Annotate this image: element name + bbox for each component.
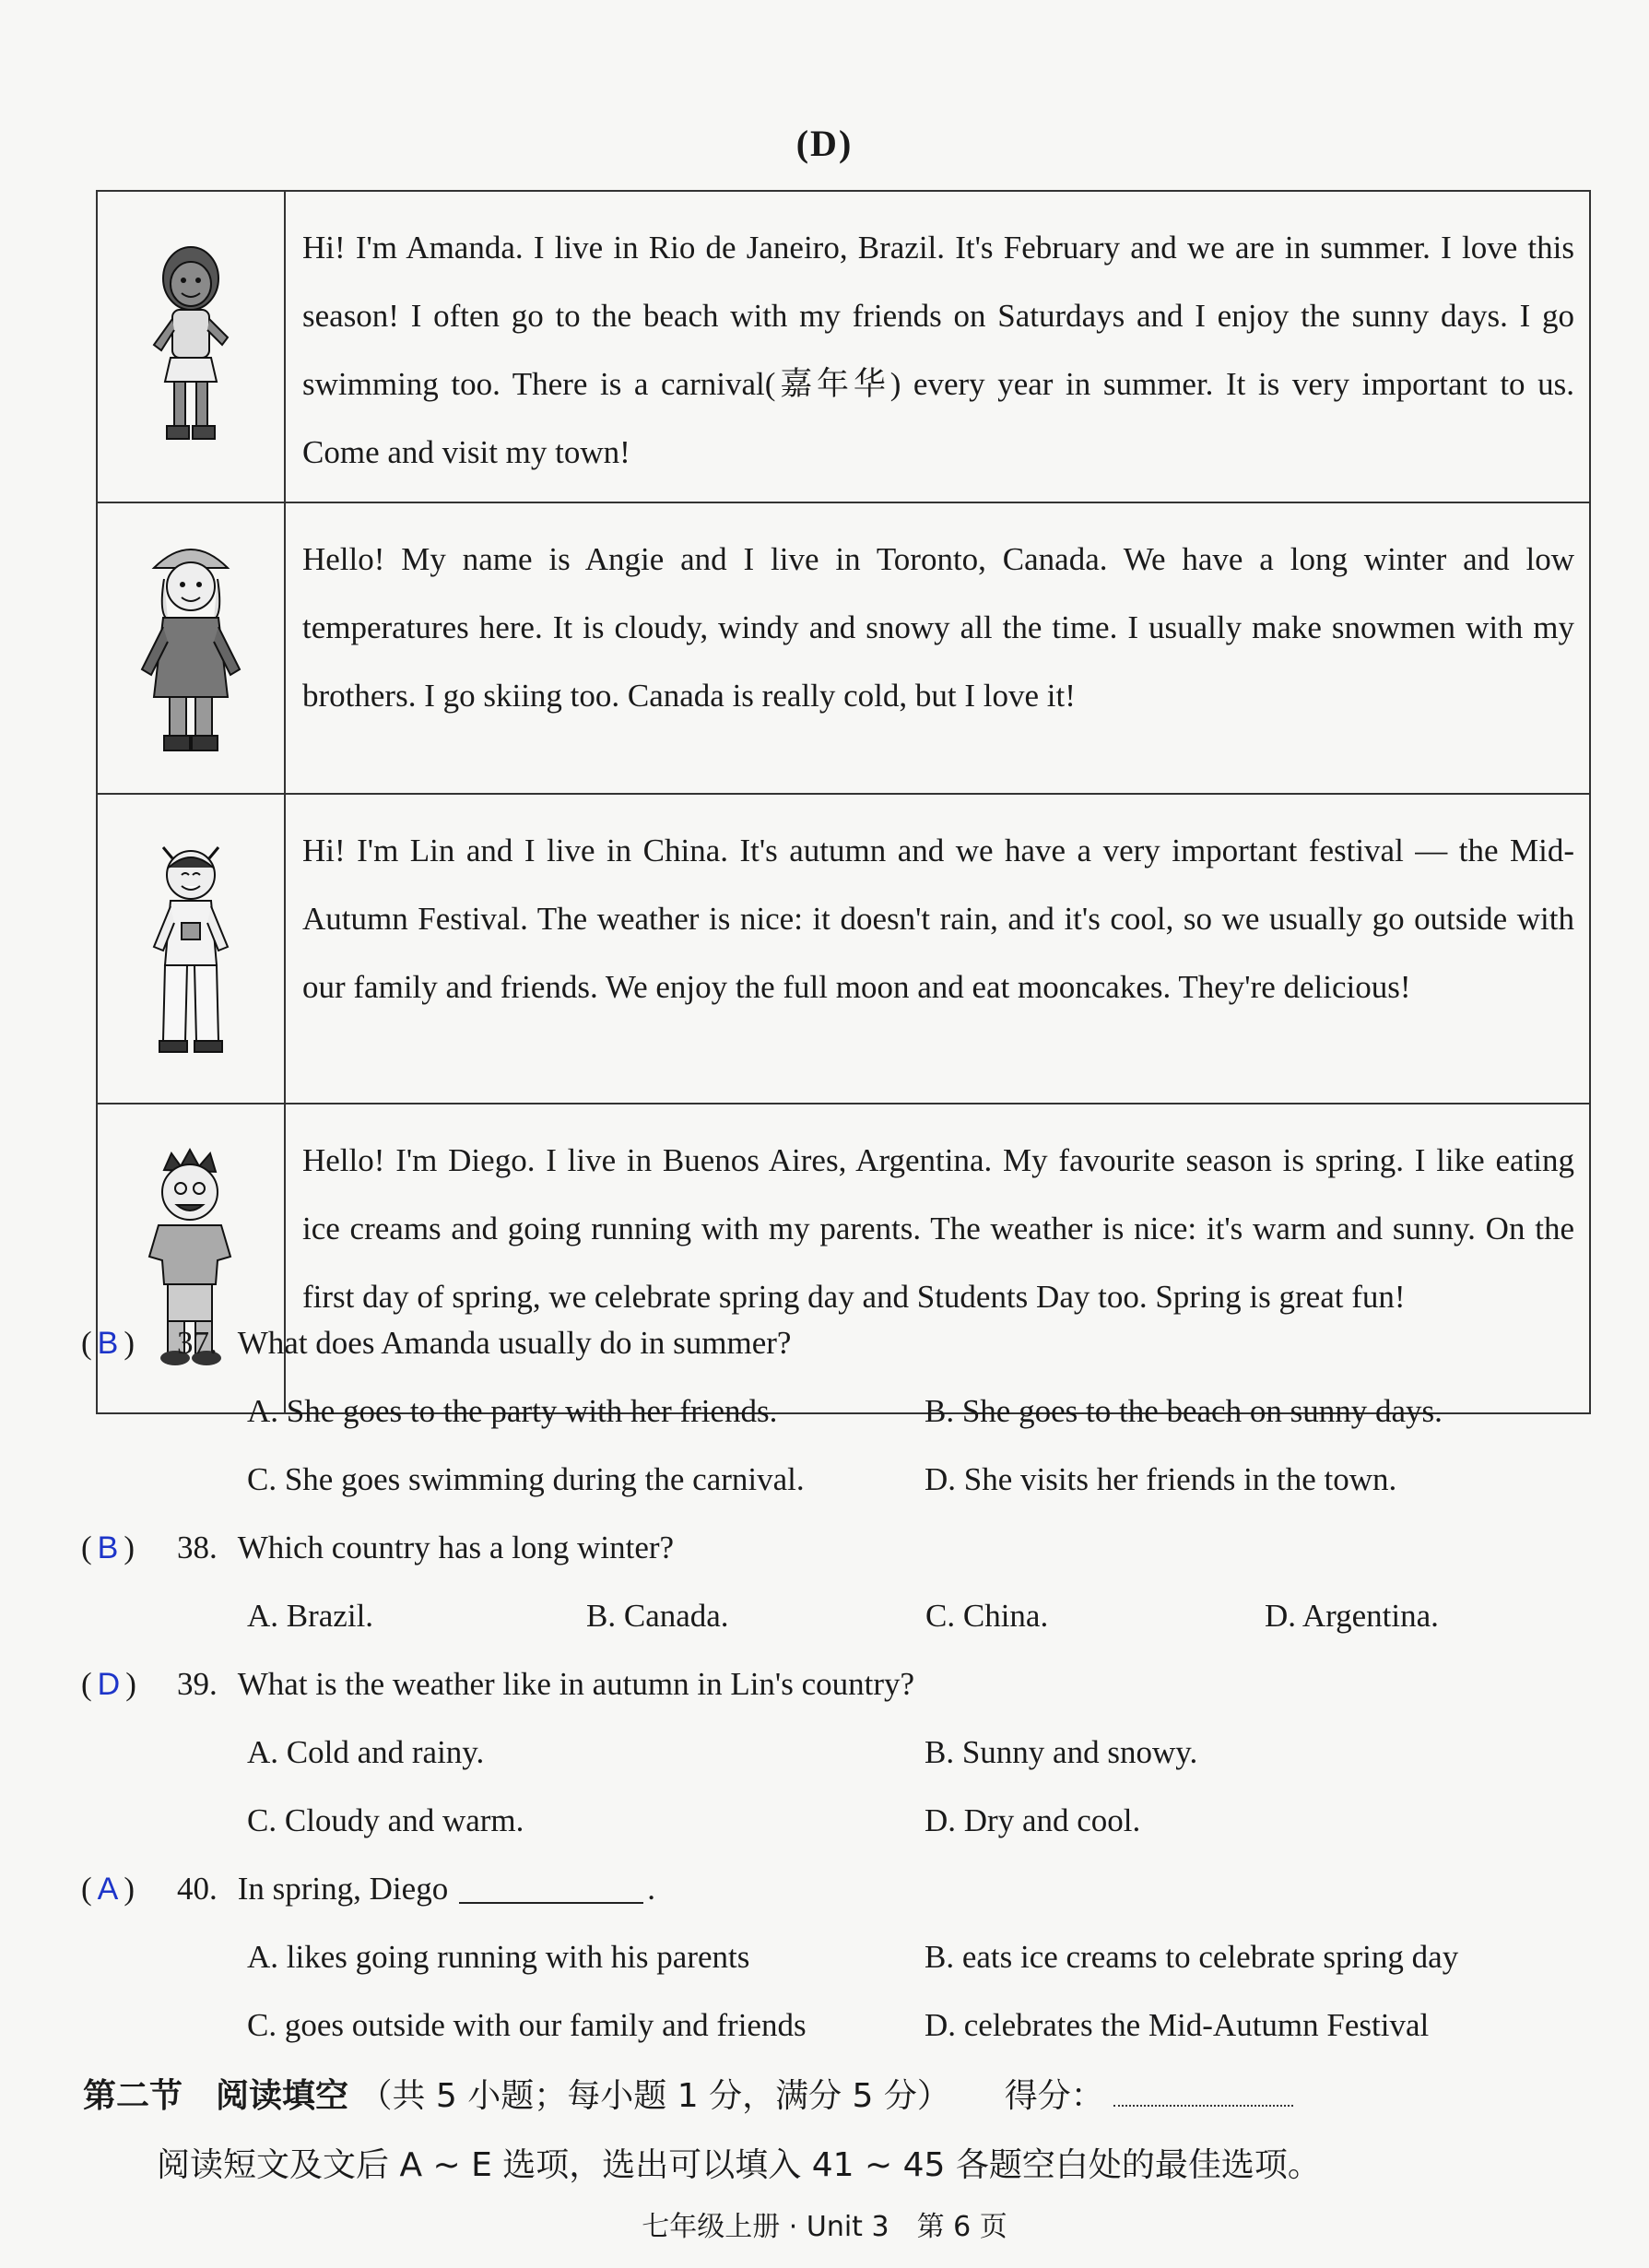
- amanda-picture-cell: [97, 191, 285, 502]
- question-stem-end: .: [647, 1871, 655, 1907]
- answer-bracket: ( A ): [81, 1871, 135, 1907]
- answer-blank: [459, 1874, 643, 1904]
- section-title: (D): [795, 123, 854, 164]
- question-38: [81, 1514, 1602, 1582]
- options-39-row-2: [81, 1787, 1602, 1855]
- score-label: 得分：: [1004, 2077, 1104, 2115]
- reading-table: [96, 190, 1591, 1414]
- section-2-title: 阅读填空: [216, 2077, 349, 2115]
- option-d: D. Dry and cool.: [925, 1802, 1141, 1838]
- answer-bracket: ( B ): [81, 1530, 135, 1565]
- question-number: 37.: [177, 1325, 218, 1361]
- section-2-rules: （共 5 小题；每小题 1 分，满分 5 分）: [359, 2077, 950, 2115]
- angie-passage: Hello! My name is Angie and I live in Toronto, Canada. We have a long winter and low temperatures here. It is cloudy, windy and snowy all the time. I usually make snowmen with my brothers. I go skiing too. Canada is really cold, but I love it!: [285, 502, 1590, 794]
- section-2-instruction: 阅读短文及文后 A ~ E 选项，选出可以填入 41 ~ 45 各题空白处的最佳选项。: [157, 2146, 1321, 2184]
- amanda-passage: Hi! I'm Amanda. I live in Rio de Janeiro, Brazil. It's February and we are in summer. I love this season! I often go to the beach with my friends on Saturdays and I enjoy the sunny days. I go swimming too. There is a carnival(嘉年华) every year in summer. It is very important to us. Come and visit my town!: [285, 191, 1590, 502]
- option-b: B. She goes to the beach on sunny days.: [925, 1393, 1443, 1429]
- option-d: D. celebrates the Mid-Autumn Festival: [925, 2007, 1430, 2043]
- answer-bracket: ( B ): [81, 1325, 135, 1361]
- options-38-row: [81, 1582, 1602, 1650]
- option-a: A. Brazil.: [247, 1598, 374, 1634]
- options-40-row-2: [81, 1991, 1602, 2060]
- option-a: A. likes going running with his parents: [247, 1939, 750, 1975]
- question-stem: What does Amanda usually do in summer?: [237, 1325, 792, 1361]
- options-37-row-1: [81, 1377, 1602, 1446]
- lin-boy-illustration: [135, 827, 246, 1067]
- page-footer: 七年级上册 · Unit 3 第 6 页: [642, 2211, 1007, 2243]
- option-c: C. China.: [925, 1598, 1049, 1634]
- answer-37: B: [97, 1326, 119, 1361]
- passage-row-amanda: [97, 191, 1590, 502]
- passage-row-angie: [97, 502, 1590, 794]
- questions-block: [81, 1309, 1602, 2060]
- lin-passage: Hi! I'm Lin and I live in China. It's autumn and we have a very important festival — the Mid-Autumn Festival. The weather is nice: it doesn't rain, and it's cool, so we usually go outside with our family and friends. We enjoy the full moon and eat mooncakes. They're delicious!: [285, 794, 1590, 1104]
- option-a: A. She goes to the party with her friends.: [247, 1393, 778, 1429]
- angie-picture-cell: [97, 502, 285, 794]
- option-c: C. goes outside with our family and friends: [247, 2007, 807, 2043]
- option-b: B. Canada.: [586, 1598, 729, 1634]
- question-stem: What is the weather like in autumn in Lin's country?: [237, 1666, 915, 1702]
- answer-bracket: ( D ): [81, 1666, 136, 1702]
- option-a: A. Cold and rainy.: [247, 1734, 485, 1770]
- question-37: [81, 1309, 1602, 1377]
- amanda-girl-illustration: [135, 234, 246, 455]
- question-40: [81, 1855, 1602, 1923]
- question-stem: Which country has a long winter?: [237, 1530, 675, 1565]
- answer-38: B: [97, 1530, 119, 1565]
- question-39: [81, 1650, 1602, 1719]
- question-number: 40.: [177, 1871, 218, 1907]
- option-d: D. Argentina.: [1265, 1598, 1439, 1634]
- answer-40: A: [97, 1872, 119, 1907]
- option-b: B. Sunny and snowy.: [925, 1734, 1198, 1770]
- passage-row-lin: [97, 794, 1590, 1104]
- answer-39: D: [97, 1667, 121, 1702]
- question-number: 38.: [177, 1530, 218, 1565]
- options-37-row-2: [81, 1446, 1602, 1514]
- question-stem: In spring, Diego: [237, 1871, 449, 1907]
- option-c: C. She goes swimming during the carnival.: [247, 1461, 805, 1497]
- option-d: D. She visits her friends in the town.: [925, 1461, 1397, 1497]
- option-b: B. eats ice creams to celebrate spring day: [925, 1939, 1459, 1975]
- diego-passage: Hello! I'm Diego. I live in Buenos Aires, Argentina. My favourite season is spring. I like eating ice creams and going running with my parents. The weather is nice: it's warm and sunny. On the first day of spring, we celebrate spring day and Students Day too. Spring is great fun!: [285, 1104, 1590, 1413]
- score-field: [1113, 2077, 1293, 2107]
- lin-picture-cell: [97, 794, 285, 1104]
- options-39-row-1: [81, 1719, 1602, 1787]
- options-40-row-1: [81, 1923, 1602, 1991]
- angie-girl-winter-illustration: [131, 531, 251, 762]
- section-2-heading: 第二节: [83, 2077, 183, 2115]
- option-c: C. Cloudy and warm.: [247, 1802, 524, 1838]
- question-number: 39.: [177, 1666, 218, 1702]
- section-2-header: [83, 2070, 1293, 2117]
